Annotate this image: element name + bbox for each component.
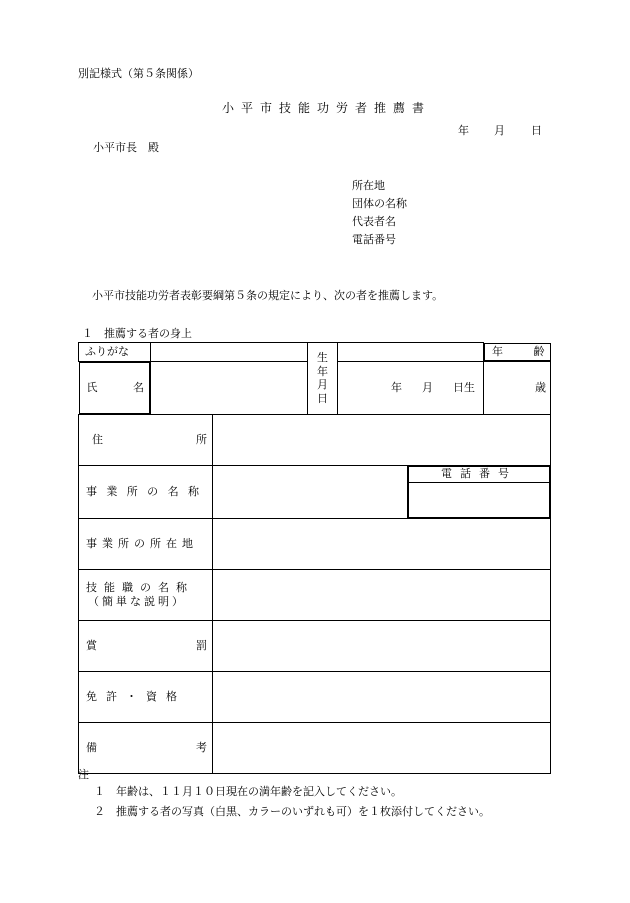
date-day: 日 bbox=[531, 124, 542, 137]
phone-label: 電話番号 bbox=[409, 466, 550, 482]
remarks-field[interactable] bbox=[213, 722, 551, 773]
furigana-label: ふりがな bbox=[79, 343, 151, 362]
label-char: 名 bbox=[133, 380, 144, 394]
label-char: 考 bbox=[196, 740, 207, 754]
addressee: 小平市長 殿 bbox=[93, 141, 159, 154]
birthdate-label: 生 年 月 日 bbox=[308, 343, 338, 415]
workplace-address-label: 事業所の所在地 bbox=[79, 518, 213, 569]
note-1: １ 年齢は、１１月１０日現在の満年齢を記入してください。 bbox=[94, 785, 402, 798]
note-2: ２ 推薦する者の写真（白黒、カラーのいずれも可）を１枚添付してください。 bbox=[94, 805, 490, 818]
remarks-label bbox=[79, 722, 213, 773]
age-unit: 歳 bbox=[535, 380, 546, 394]
label-char: 所 bbox=[126, 484, 146, 498]
skill-field[interactable] bbox=[213, 569, 551, 620]
label-char: 住 bbox=[92, 432, 103, 446]
label-char: 齢 bbox=[533, 344, 545, 358]
rewards-field[interactable] bbox=[213, 620, 551, 671]
workplace-name-label bbox=[79, 465, 213, 518]
phone-field[interactable] bbox=[409, 482, 550, 517]
page-title: 小平市技能功労者推薦書 bbox=[222, 101, 432, 115]
birth-month-unit: 月 bbox=[422, 380, 433, 394]
label-char: 賞 bbox=[86, 638, 97, 652]
birth-year-unit: 年 bbox=[391, 380, 402, 394]
label-char: 氏 bbox=[86, 380, 98, 394]
label-char: 所 bbox=[196, 432, 207, 446]
form-id: 別記様式（第５条関係） bbox=[78, 67, 199, 80]
date-month: 月 bbox=[494, 124, 505, 137]
age-field[interactable] bbox=[484, 361, 551, 414]
birth-day-unit: 日生 bbox=[453, 380, 475, 394]
section-heading: １ 推薦する者の身上 bbox=[82, 327, 192, 340]
applicant-location-label: 所在地 bbox=[352, 179, 385, 192]
license-field[interactable] bbox=[213, 671, 551, 722]
label-char: 備 bbox=[86, 740, 97, 754]
name-field[interactable] bbox=[151, 361, 308, 414]
birthdate-field[interactable] bbox=[338, 361, 484, 414]
workplace-phone-cell bbox=[408, 465, 551, 518]
recommendation-table bbox=[78, 342, 551, 774]
furigana-field[interactable] bbox=[151, 343, 308, 362]
label-char: 名 bbox=[167, 484, 187, 498]
workplace-name-field[interactable] bbox=[213, 465, 408, 518]
notes-heading: 注 bbox=[78, 768, 89, 781]
workplace-address-field[interactable] bbox=[213, 518, 551, 569]
rewards-label bbox=[79, 620, 213, 671]
address-label bbox=[79, 414, 213, 465]
applicant-phone-label: 電話番号 bbox=[352, 233, 396, 246]
age-header bbox=[484, 343, 551, 361]
date-year: 年 bbox=[458, 124, 469, 137]
label-char: 罰 bbox=[196, 638, 207, 652]
applicant-rep-label: 代表者名 bbox=[352, 215, 396, 228]
label-char: 年 bbox=[492, 344, 503, 358]
license-label: 免許・資格 bbox=[79, 671, 213, 722]
birthdate-top-field[interactable] bbox=[338, 343, 484, 362]
address-field[interactable] bbox=[213, 414, 551, 465]
skill-label: 技能職の名称 （簡単な説明） bbox=[79, 569, 213, 620]
intro-text: 小平市技能功労者表彰要綱第５条の規定により、次の者を推薦します。 bbox=[92, 289, 444, 302]
name-label bbox=[79, 362, 151, 414]
applicant-org-label: 団体の名称 bbox=[352, 197, 407, 210]
label-char: 事 bbox=[86, 484, 105, 498]
label-char: の bbox=[147, 484, 167, 498]
label-char: 業 bbox=[106, 484, 126, 498]
label-char: 称 bbox=[187, 484, 207, 498]
